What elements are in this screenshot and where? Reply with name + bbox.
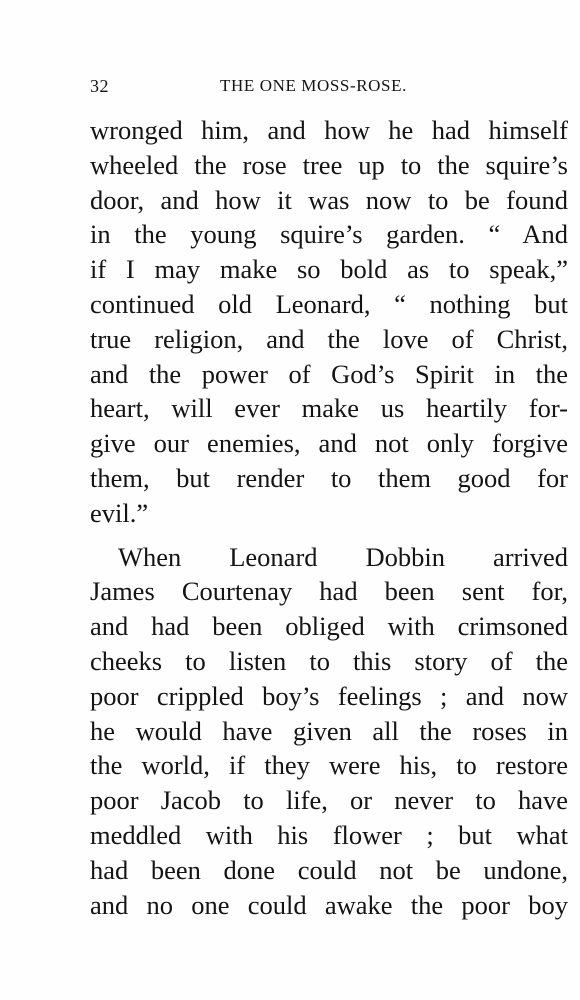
text-line: poor Jacob to life, or never to have xyxy=(90,785,568,816)
text-line: he would have given all the roses in xyxy=(90,715,568,746)
paragraph-2 xyxy=(90,540,568,923)
text-line: true religion, and the love of Christ, xyxy=(90,323,568,354)
text-line: and had been obliged with crimsoned xyxy=(90,611,568,642)
text-line: cheeks to listen to this story of the xyxy=(90,645,568,676)
text-line: James Courtenay had been sent for, xyxy=(90,576,568,607)
text-line: if I may make so bold as to speak,” xyxy=(90,254,568,285)
text-line: heart, will ever make us heartily for- xyxy=(90,393,568,424)
text-line: When Leonard Dobbin arrived xyxy=(118,541,568,572)
text-line: them, but render to them good for xyxy=(90,462,568,493)
text-line: had been done could not be undone, xyxy=(90,854,568,885)
text-line: wheeled the rose tree up to the squire’s xyxy=(90,149,568,180)
running-head: THE ONE MOSS-ROSE. xyxy=(220,76,407,95)
text-line: give our enemies, and not only forgive xyxy=(90,428,568,459)
text-line: meddled with his flower ; but what xyxy=(90,819,568,850)
text-line: continued old Leonard, “ nothing but xyxy=(90,288,568,319)
text-line: evil.” xyxy=(90,497,149,528)
text-line: in the young squire’s garden. “ And xyxy=(90,219,568,250)
text-line: poor crippled boy’s feelings ; and now xyxy=(90,680,568,711)
text-line: door, and how it was now to be found xyxy=(90,184,568,215)
text-line: and the power of God’s Spirit in the xyxy=(90,358,568,389)
page-header xyxy=(90,76,568,102)
text-line: and no one could awake the poor boy xyxy=(90,889,568,920)
paragraph-spacer xyxy=(90,531,568,540)
body-text xyxy=(90,113,568,922)
text-line: the world, if they were his, to restore xyxy=(90,750,568,781)
text-line: wronged him, and how he had himself xyxy=(90,115,568,145)
paragraph-1 xyxy=(90,113,568,531)
page-number: 32 xyxy=(90,76,109,96)
